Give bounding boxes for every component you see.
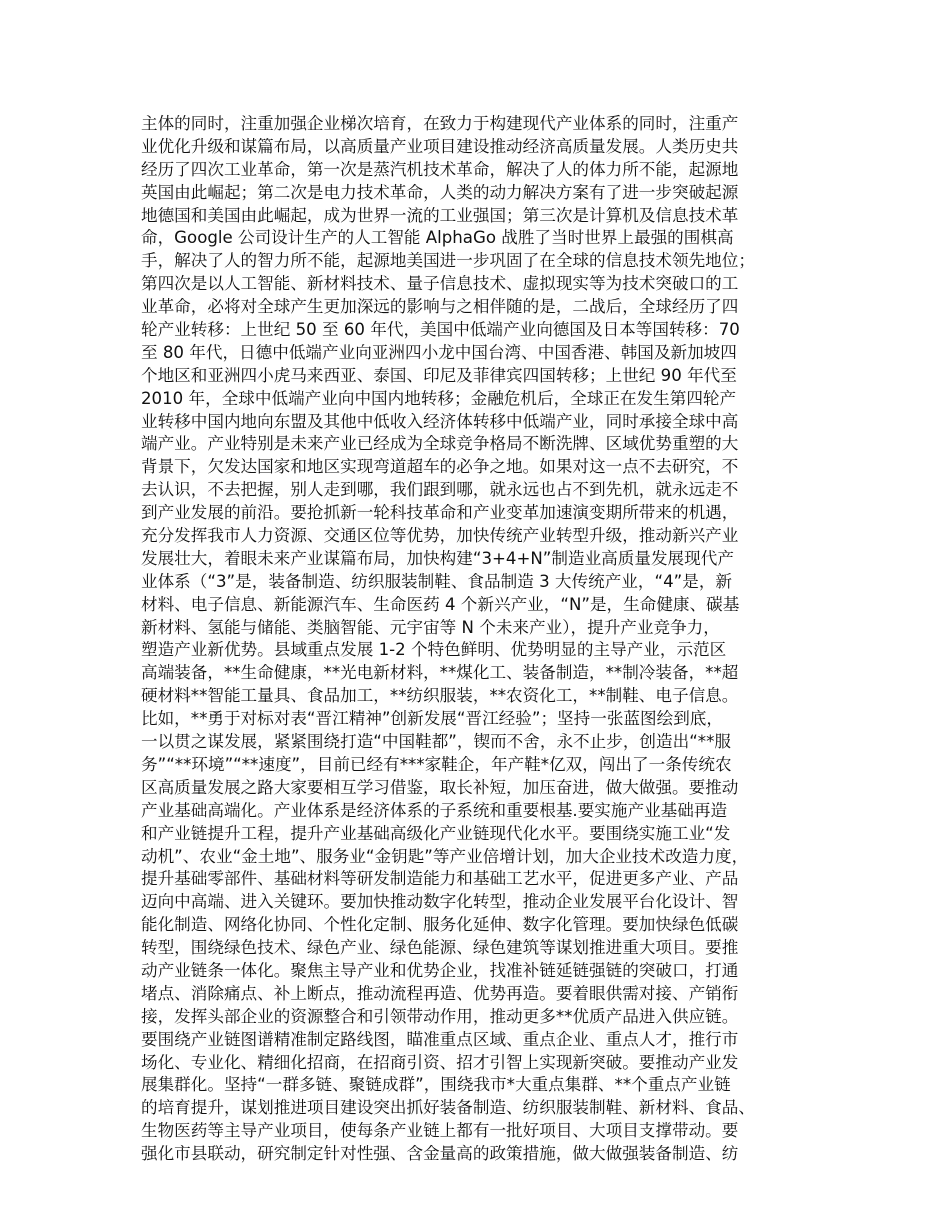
text-line: 轮产业转移：上世纪 50 至 60 年代，美国中低端产业向德国及日本等国转移：70 [141,320,740,340]
text-line: 区高质量发展之路大家要相互学习借鉴，取长补短，加压奋进，做大做强。要推动 [141,777,739,797]
text-line: 业优化升级和谋篇布局，以高质量产业项目建设推动经济高质量发展。人类历史共 [141,136,739,156]
text-line: 接，发挥头部企业的资源整合和引领带动作用，推动更多**优质产品进入供应链。 [141,1006,739,1026]
text-line: 比如，**勇于对标对表“晋江精神”创新发展“晋江经验”；坚持一张蓝图绘到底， [141,709,723,729]
text-line: 业体系（“3”是，装备制造、纺织服装制鞋、食品制造 3 大传统产业，“4”是，新 [141,571,733,591]
text-line: 和产业链提升工程，提升产业基础高级化产业链现代化水平。要围绕实施工业“发 [141,823,731,843]
text-line: 去认识，不去把握，别人走到哪，我们跟到哪，就永远也占不到先机，就永远走不 [141,480,739,500]
text-line: 强化市县联动，研究制定针对性强、含金量高的政策措施，做大做强装备制造、纺 [141,1144,739,1164]
text-line: 动机”、农业“金土地”、服务业“金钥匙”等产业倍增计划，加大企业技术改造力度， [141,846,749,866]
text-line: 务”“**环境”“**速度”，目前已经有***家鞋企，年产鞋*亿双，闯出了一条传统农 [141,754,732,774]
text-line: 2010 年，全球中低端产业向中国内地转移；金融危机后，全球正在发生第四轮产 [141,388,737,408]
text-line: 命，Google 公司设计生产的人工智能 AlphaGo 战胜了当时世界上最强的围棋高 [141,228,734,248]
text-line: 生物医药等主导产业项目，使每条产业链上都有一批好项目、大项目支撑带动。要 [141,1121,739,1141]
text-line: 业革命，必将对全球产生更加深远的影响与之相伴随的是，二战后，全球经历了四 [141,297,739,317]
text-line: 提升基础零部件、基础材料等研发制造能力和基础工艺水平，促进更多产业、产品 [141,869,739,889]
text-line: 第四次是以人工智能、新材料技术、量子信息技术、虚拟现实等为技术突破口的工 [141,274,739,294]
text-line: 经历了四次工业革命，第一次是蒸汽机技术革命，解决了人的体力所不能，起源地 [141,159,739,179]
text-line: 硬材料**智能工量具、食品加工，**纺织服装，**农资化工，**制鞋、电子信息。 [141,686,739,706]
text-line: 地德国和美国由此崛起，成为世界一流的工业强国；第三次是计算机及信息技术革 [141,205,739,225]
text-line: 手，解决了人的智力所不能，起源地美国进一步巩固了在全球的信息技术领先地位； [141,251,755,271]
text-line: 要围绕产业链图谱精准制定路线图，瞄准重点区域、重点企业、重点人才，推行市 [141,1029,739,1049]
text-line: 堵点、消除痛点、补上断点，推动流程再造、优势再造。要着眼供需对接、产销衔 [141,983,739,1003]
text-line: 个地区和亚洲四小虎马来西亚、泰国、印尼及菲律宾四国转移；上世纪 90 年代至 [141,365,737,385]
text-line: 能化制造、网络化协同、个性化定制、服务化延伸、数字化管理。要加快绿色低碳 [141,915,739,935]
text-line: 背景下，欠发达国家和地区实现弯道超车的必争之地。如果对这一点不去研究，不 [141,457,739,477]
text-line: 端产业。产业特别是未来产业已经成为全球竞争格局不断洗牌、区域优势重塑的大 [141,434,739,454]
body-text [141,113,831,1166]
text-line: 场化、专业化、精细化招商，在招商引资、招才引智上实现新突破。要推动产业发 [141,1052,739,1072]
text-line: 到产业发展的前沿。要抢抓新一轮科技革命和产业变革加速演变期所带来的机遇， [141,503,739,523]
text-line: 至 80 年代，日德中低端产业向亚洲四小龙中国台湾、中国香港、韩国及新加坡四 [141,342,737,362]
text-line: 业转移中国内地向东盟及其他中低收入经济体转移中低端产业，同时承接全球中高 [141,411,739,431]
text-line: 迈向中高端、进入关键环。要加快推动数字化转型，推动企业发展平台化设计、智 [141,892,739,912]
text-line: 发展壮大，着眼未来产业谋篇布局，加快构建“3+4+N”制造业高质量发展现代产 [141,548,734,568]
text-line: 主体的同时，注重加强企业梯次培育，在致力于构建现代产业体系的同时，注重产 [141,114,739,133]
text-line: 展集群化。坚持“一群多链、聚链成群”，围绕我市*大重点集群、**个重点产业链 [141,1075,731,1095]
text-line: 材料、电子信息、新能源汽车、生命医药 4 个新兴产业，“N”是，生命健康、碳基 [141,594,740,614]
text-line: 充分发挥我市人力资源、交通区位等优势，加快传统产业转型升级，推动新兴产业 [141,526,739,546]
text-line: 新材料、氢能与储能、类脑智能、元宇宙等 N 个未来产业），提升产业竞争力， [141,617,720,637]
text-line: 动产业链条一体化。聚焦主导产业和优势企业，找准补链延链强链的突破口，打通 [141,960,739,980]
text-line: 产业基础高端化。产业体系是经济体系的子系统和重要根基.要实施产业基础再造 [141,800,728,820]
text-line: 英国由此崛起；第二次是电力技术革命，人类的动力解决方案有了进一步突破起源 [141,182,739,202]
text-line: 高端装备，**生命健康，**光电新材料，**煤化工、装备制造，**制冷装备，**超 [141,663,739,683]
text-line: 塑造产业新优势。县域重点发展 1-2 个特色鲜明、优势明显的主导产业，示范区 [141,640,727,660]
text-line: 一以贯之谋发展，紧紧围绕打造“中国鞋都”，锲而不舍，永不止步，创造出“**服 [141,732,731,752]
text-line: 的培育提升，谋划推进项目建设突出抓好装备制造、纺织服装制鞋、新材料、食品、 [141,1098,755,1118]
text-line: 转型，围绕绿色技术、绿色产业、绿色能源、绿色建筑等谋划推进重大项目。要推 [141,938,739,958]
